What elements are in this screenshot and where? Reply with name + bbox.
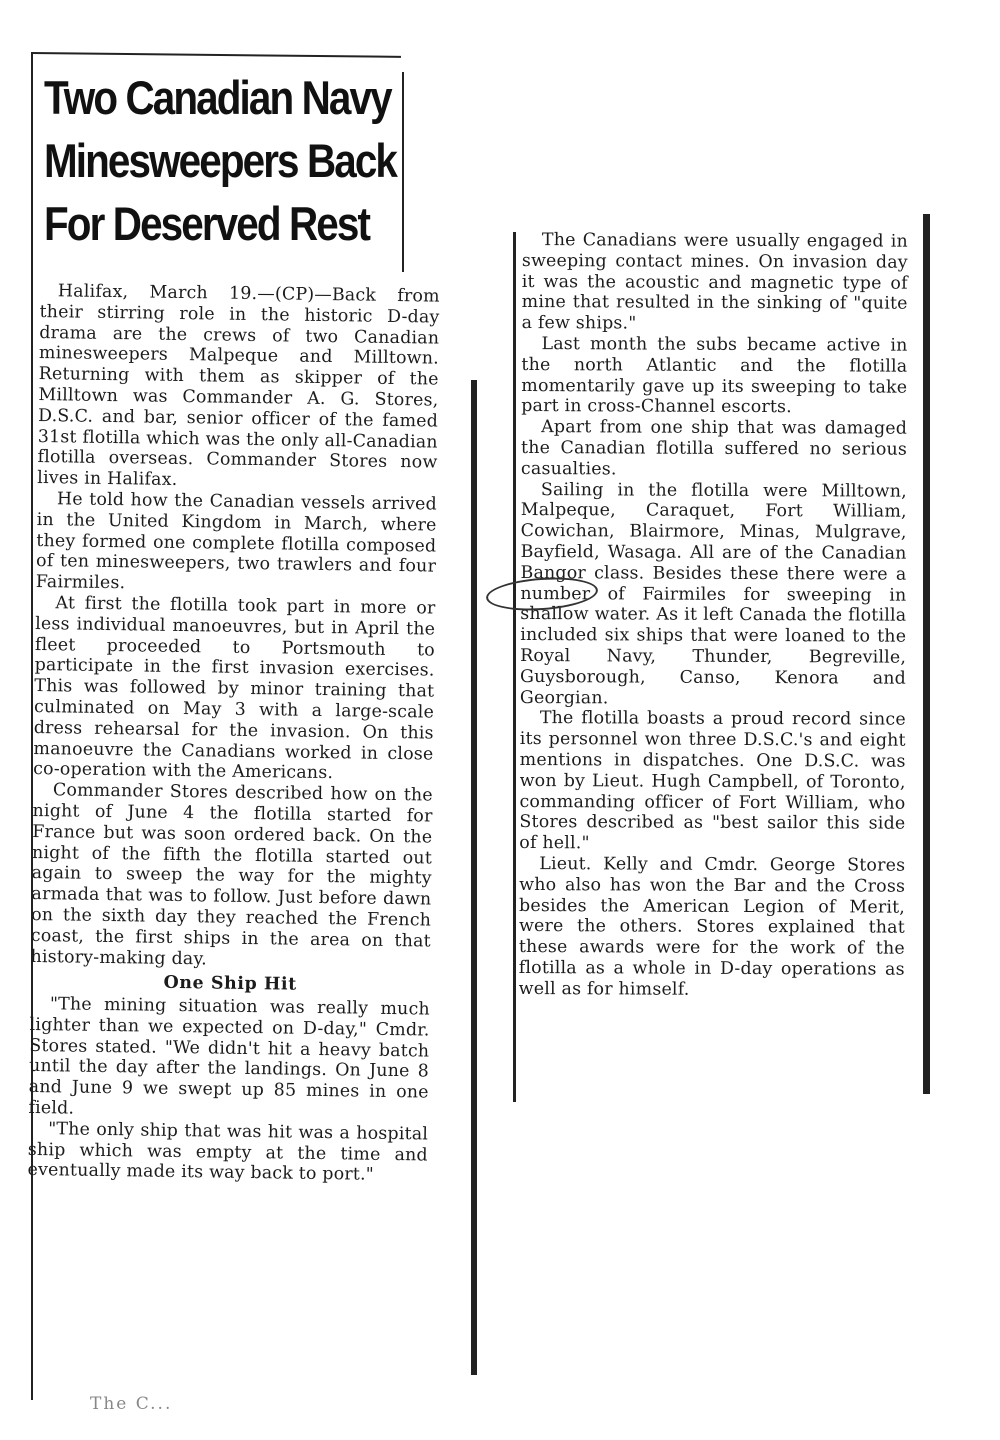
body-paragraph: Last month the subs became active in the north Atlantic and the flotilla momentarily gave up its sweeping to take part in cross-Channel escorts. <box>521 334 908 418</box>
body-paragraph: At first the flotilla took part in more or less individual manoeuvres, but in April the fleet proceeded to Portsmouth to participate in the first invasion exercises. This was followed by minor training that culminated on May 3 with a large-scale dress rehearsal for the invasion. On this manoeuvre the Canadians worked in close co-operation with the Americans. <box>33 593 436 784</box>
right-column-right-rule <box>923 214 930 1094</box>
body-paragraph: The Canadians were usually engaged in sweeping contact mines. On invasion day it was the acoustic and magnetic type of mine that resulted in the sinking of "quite a few ships." <box>521 230 908 334</box>
body-paragraph: Commander Stores described how on the night of June 4 the flotilla started for France but was soon ordered back. On the night of the fifth the flotilla started out again to sweep the way for the mighty armada that was to follow. Just before dawn on the sixth day they reached the French coast, the first ships in the area on that history-making day. <box>30 780 433 969</box>
dateline-paragraph: Halifax, March 19.—(CP)—Back from their stirring role in the historic D-day drama are the crews of two Canadian minesweepers Malpeque and Milltown. Returning with them as skipper of the Milltown was Commander A. G. Stores, D.S.C. and bar, senior officer of the famed 31st flotilla which was the only all-Canadian flotilla overseas. Commander Stores now lives in Halifax. <box>37 281 440 491</box>
cut-off-text: The C... <box>90 1394 173 1414</box>
headline-line-2: Minesweepers Back <box>44 134 397 187</box>
headline <box>44 66 397 255</box>
right-column-left-rule <box>513 232 516 1102</box>
ship-list-end: Mulgrave, Bayfield, Wasaga. All are of the Canadian Bangor class. Besides these there were a number of Fairmiles for sweeping in shallow water. As it left Canada the flotilla included six ships that were loaned to the Royal Navy, Thunder, Begreville, Guysborough, Canso, Kenora and Georgian. <box>519 522 907 708</box>
center-column-rule <box>471 380 477 1375</box>
headline-right-rule <box>402 72 404 272</box>
body-paragraph: He told how the Canadian vessels arrived in the United Kingdom in March, where they formed one complete flotilla composed of ten minesweepers, two trawlers and four Fairmiles. <box>35 489 438 594</box>
top-border-rule <box>31 52 401 58</box>
quote-paragraph: "The mining situation was really much lighter than we expected on D-day," Cmdr. Stores stated. "We didn't hit a heavy batch until the day after the landings. On June 8 and June 9 we swept up 85 mines in one field. <box>28 994 431 1119</box>
headline-line-3: For Deserved Rest <box>44 197 370 250</box>
left-column <box>27 281 440 1187</box>
body-paragraph: Lieut. Kelly and Cmdr. George Stores who also has won the Bar and the Cross besides the American Legion of Merit, were the others. Stores explained that these awards were for the work of the flotilla as a whole in D-day operations as well as for himself. <box>518 853 906 1000</box>
right-column <box>519 230 908 1001</box>
body-paragraph: The flotilla boasts a proud record since its personnel won three D.S.C.'s and eight mentions in dispatches. One D.S.C. was won by Lieut. Hugh Campbell, of Toronto, commanding officer of Fort William, who Stores described as "best sailor this side of hell." <box>519 708 906 854</box>
subheading: One Ship Hit <box>163 973 297 995</box>
headline-line-1: Two Canadian Navy <box>44 71 391 124</box>
left-border-rule <box>31 52 33 1400</box>
ship-list-start: Sailing in the flotilla were Milltown, Malpeque, Caraquet, Fort William, Cowichan, Blairmore, <box>520 479 907 543</box>
circled-word-minas: Minas, <box>739 522 801 543</box>
quote-paragraph: "The only ship that was hit was a hospital ship which was empty at the time and eventually made its way back to port." <box>27 1119 429 1186</box>
body-paragraph: Apart from one ship that was damaged the Canadian flotilla suffered no serious casualties. <box>520 417 908 480</box>
